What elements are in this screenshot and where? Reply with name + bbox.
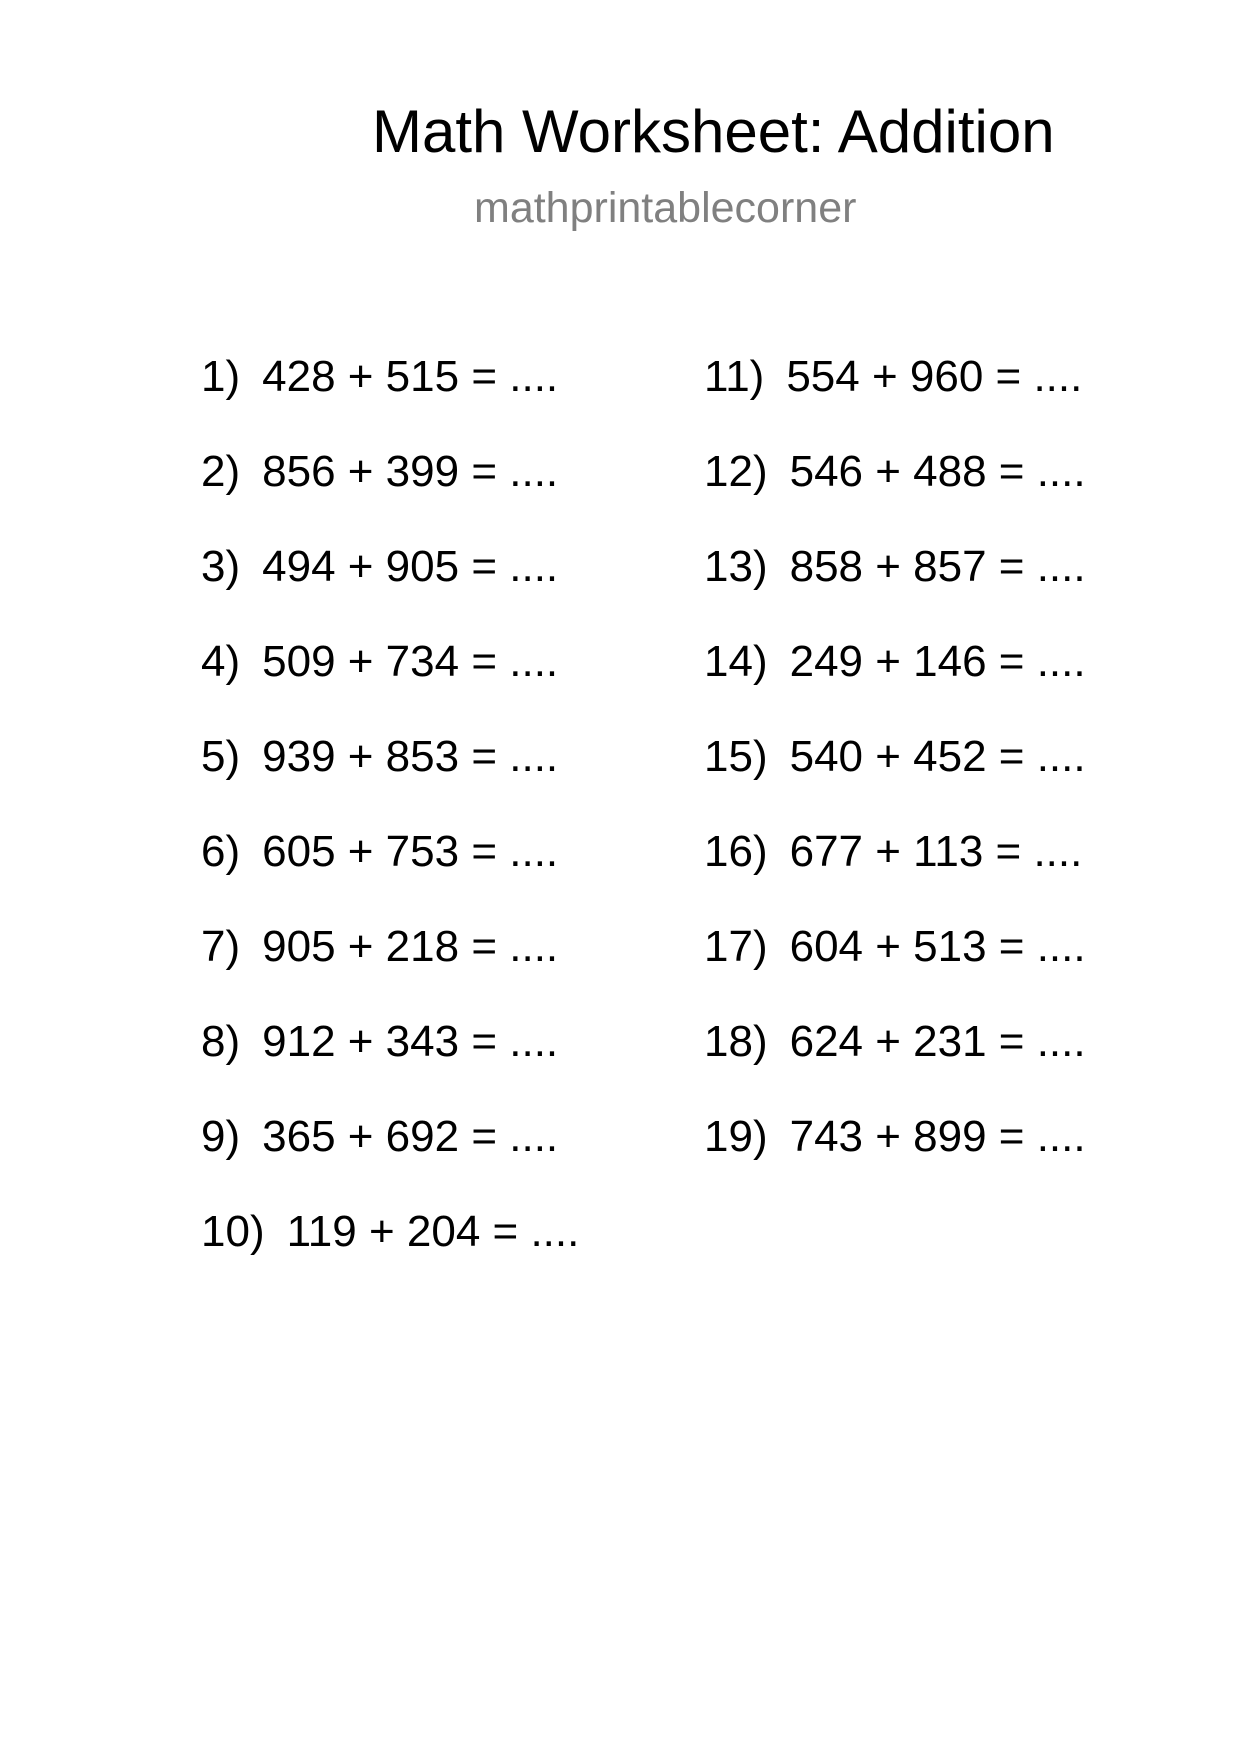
problem-number: 9) xyxy=(201,1112,241,1161)
problem-number: 1) xyxy=(201,352,241,401)
problem-item xyxy=(201,733,579,828)
problem-item xyxy=(704,733,1086,828)
problem-expression: 912 + 343 = .... xyxy=(262,1017,559,1066)
problem-item xyxy=(704,923,1086,1018)
problem-number: 19) xyxy=(704,1112,768,1161)
problem-expression: 249 + 146 = .... xyxy=(789,637,1086,686)
problem-item xyxy=(704,1018,1086,1113)
problem-number: 2) xyxy=(201,447,241,496)
problem-expression: 604 + 513 = .... xyxy=(789,922,1086,971)
problem-expression: 494 + 905 = .... xyxy=(262,542,559,591)
problem-item xyxy=(704,353,1086,448)
problem-number: 6) xyxy=(201,827,241,876)
problem-item xyxy=(201,353,579,448)
problem-list-left xyxy=(201,353,579,1303)
problem-expression: 677 + 113 = .... xyxy=(789,827,1083,876)
problem-number: 13) xyxy=(704,542,768,591)
problem-item xyxy=(704,828,1086,923)
problem-number: 16) xyxy=(704,827,768,876)
problem-expression: 939 + 853 = .... xyxy=(262,732,559,781)
problem-number: 3) xyxy=(201,542,241,591)
problem-expression: 743 + 899 = .... xyxy=(789,1112,1086,1161)
problem-item xyxy=(201,448,579,543)
problem-item xyxy=(201,1113,579,1208)
problem-item xyxy=(704,638,1086,733)
problem-number: 18) xyxy=(704,1017,768,1066)
problem-expression: 554 + 960 = .... xyxy=(786,352,1083,401)
problem-number: 12) xyxy=(704,447,768,496)
problem-item xyxy=(704,448,1086,543)
problem-number: 7) xyxy=(201,922,241,971)
problem-number: 4) xyxy=(201,637,241,686)
problem-number: 8) xyxy=(201,1017,241,1066)
problem-expression: 119 + 204 = .... xyxy=(286,1207,580,1256)
problem-expression: 624 + 231 = .... xyxy=(789,1017,1086,1066)
problem-expression: 509 + 734 = .... xyxy=(262,637,559,686)
problem-item xyxy=(704,543,1086,638)
problem-number: 10) xyxy=(201,1207,265,1256)
problem-expression: 365 + 692 = .... xyxy=(262,1112,559,1161)
worksheet-subtitle: mathprintablecorner xyxy=(474,184,857,232)
problem-item xyxy=(201,638,579,733)
problem-number: 11) xyxy=(704,352,765,401)
problem-expression: 856 + 399 = .... xyxy=(262,447,559,496)
problem-number: 17) xyxy=(704,922,768,971)
problem-item xyxy=(704,1113,1086,1208)
problem-item xyxy=(201,1208,579,1303)
problem-item xyxy=(201,1018,579,1113)
problem-expression: 605 + 753 = .... xyxy=(262,827,559,876)
problem-expression: 858 + 857 = .... xyxy=(789,542,1086,591)
problem-expression: 546 + 488 = .... xyxy=(789,447,1086,496)
problem-item xyxy=(201,923,579,1018)
worksheet-title: Math Worksheet: Addition xyxy=(372,98,1055,165)
problem-number: 15) xyxy=(704,732,768,781)
problem-expression: 540 + 452 = .... xyxy=(789,732,1086,781)
problem-item xyxy=(201,543,579,638)
problem-number: 14) xyxy=(704,637,768,686)
problem-list-right xyxy=(704,353,1086,1208)
problem-item xyxy=(201,828,579,923)
problem-expression: 428 + 515 = .... xyxy=(262,352,559,401)
problem-expression: 905 + 218 = .... xyxy=(262,922,559,971)
problem-number: 5) xyxy=(201,732,241,781)
